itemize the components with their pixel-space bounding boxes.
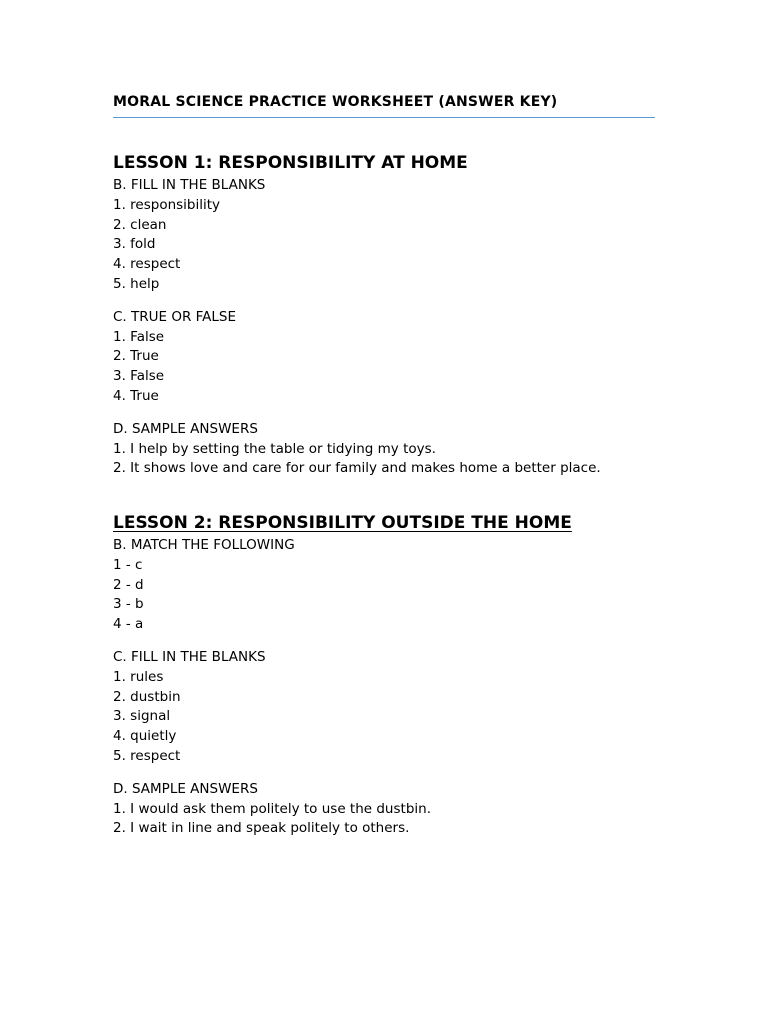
section-title: C. FILL IN THE BLANKS	[113, 648, 266, 665]
lesson-1-section-d	[113, 420, 655, 479]
answer-item: 2. clean	[113, 216, 167, 233]
answer-item: 5. help	[113, 275, 160, 292]
lesson-1-section-b	[113, 176, 655, 295]
lesson-2-heading: LESSON 2: RESPONSIBILITY OUTSIDE THE HOME	[113, 513, 572, 533]
answer-item: 3 - b	[113, 596, 144, 613]
lesson-1-section-c	[113, 308, 655, 407]
lesson-2-section-d	[113, 780, 655, 839]
answer-item: 3. False	[113, 368, 165, 385]
answer-item: 1. I help by setting the table or tidying my toys.	[113, 440, 436, 457]
section-title: B. FILL IN THE BLANKS	[113, 177, 266, 193]
document-title: MORAL SCIENCE PRACTICE WORKSHEET (ANSWER KEY)	[113, 94, 558, 110]
section-title: B. MATCH THE FOLLOWING	[113, 537, 295, 553]
answer-item: 5. respect	[113, 747, 181, 764]
answer-item: 2. It shows love and care for our family and makes home a better place.	[113, 460, 601, 477]
answer-item: 1. I would ask them politely to use the dustbin.	[113, 800, 431, 817]
answer-item: 2. I wait in line and speak politely to others.	[113, 820, 410, 837]
answer-item: 2. dustbin	[113, 688, 181, 705]
section-title: C. TRUE OR FALSE	[113, 308, 237, 325]
title-divider	[113, 117, 655, 118]
answer-item: 4 - a	[113, 616, 144, 633]
answer-item: 2 - d	[113, 576, 144, 593]
answer-item: 1. False	[113, 328, 165, 345]
answer-item: 3. signal	[113, 708, 171, 725]
section-title: D. SAMPLE ANSWERS	[113, 780, 258, 797]
answer-item: 3. fold	[113, 236, 156, 253]
answer-item: 4. respect	[113, 256, 181, 273]
answer-item: 4. True	[113, 387, 159, 404]
lesson-2	[113, 512, 655, 839]
answer-item: 2. True	[113, 348, 159, 365]
lesson-1-heading: LESSON 1: RESPONSIBILITY AT HOME	[113, 153, 468, 173]
answer-item: 4. quietly	[113, 728, 177, 745]
lesson-2-section-c	[113, 648, 655, 767]
lesson-2-section-b	[113, 536, 655, 635]
lesson-1	[113, 152, 655, 479]
section-title: D. SAMPLE ANSWERS	[113, 420, 258, 437]
answer-item: 1 - c	[113, 556, 143, 573]
answer-item: 1. responsibility	[113, 196, 221, 213]
answer-item: 1. rules	[113, 668, 164, 685]
